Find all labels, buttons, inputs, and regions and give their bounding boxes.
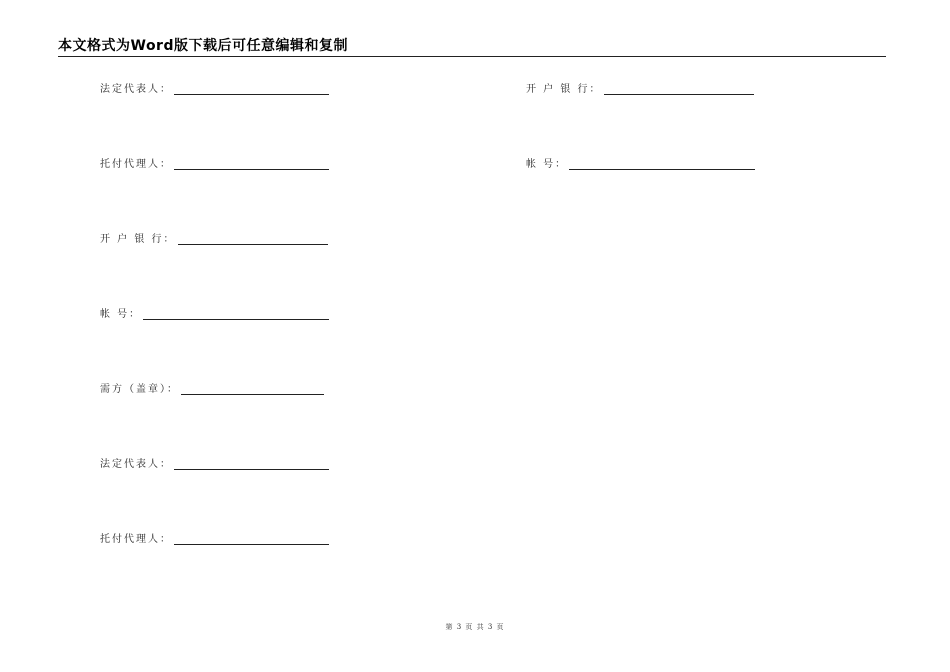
opening-bank-field (100, 230, 328, 245)
legal-representative-field (100, 80, 329, 95)
field-label: 需方（盖章）： (100, 384, 179, 395)
legal-representative-field (100, 455, 329, 470)
field-label: 帐 号： (100, 309, 142, 320)
signature-line (174, 534, 329, 545)
page-header (58, 35, 886, 57)
field-label: 托付代理人： (100, 159, 172, 170)
authorized-agent-field (100, 155, 329, 170)
signature-line (174, 84, 329, 95)
field-label: 法定代表人： (100, 84, 172, 95)
field-label: 帐 号： (526, 159, 568, 170)
field-label: 开 户 银 行： (526, 84, 602, 95)
authorized-agent-field (100, 530, 329, 545)
account-number-field (100, 305, 329, 320)
field-label: 开 户 银 行： (100, 234, 176, 245)
page-number: 第 3 页 共 3 页 (445, 623, 505, 631)
page-footer (0, 622, 950, 632)
signature-line (569, 159, 755, 170)
signature-line (178, 234, 328, 245)
field-label: 法定代表人： (100, 459, 172, 470)
account-number-field (526, 155, 755, 170)
header-title: 本文格式为Word版下载后可任意编辑和复制 (58, 38, 348, 54)
signature-line (174, 159, 329, 170)
signature-line (174, 459, 329, 470)
signature-line (604, 84, 754, 95)
signature-line (181, 384, 324, 395)
field-label: 托付代理人： (100, 534, 172, 545)
buyer-seal-field (100, 380, 324, 395)
opening-bank-field (526, 80, 754, 95)
signature-line (143, 309, 329, 320)
